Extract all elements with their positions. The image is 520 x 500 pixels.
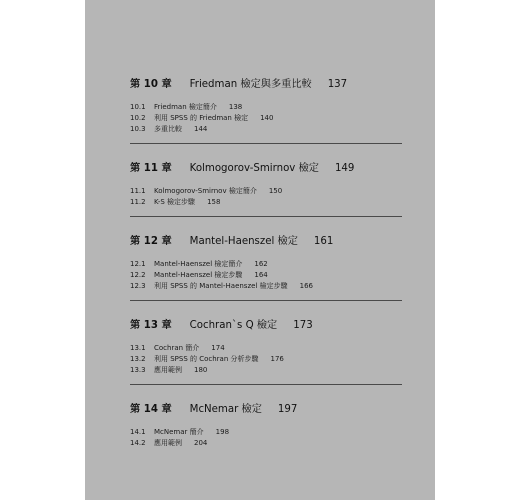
section-title: Mantel-Haenszel 檢定簡介 xyxy=(154,260,243,268)
chapter-number: 第 12 章 xyxy=(130,236,172,247)
section-page: 198 xyxy=(215,428,230,436)
section-list xyxy=(130,102,402,135)
chapter-13 xyxy=(130,319,402,385)
chapter-page: 161 xyxy=(313,236,334,247)
section-title: 應用範例 xyxy=(154,366,182,374)
chapter-title: Cochran`s Q 檢定 xyxy=(189,320,278,331)
section-list xyxy=(130,343,402,376)
chapter-12 xyxy=(130,235,402,301)
section-page: 204 xyxy=(194,439,208,447)
section-number: 14.1 xyxy=(130,428,146,436)
section-title: Kolmogorov-Smirnov 檢定簡介 xyxy=(154,187,257,195)
section-title: Friedman 檢定簡介 xyxy=(154,103,217,111)
chapter-number: 第 13 章 xyxy=(130,320,172,331)
chapter-heading xyxy=(130,319,402,333)
divider xyxy=(130,300,402,301)
section-entry xyxy=(130,427,402,438)
chapter-title: McNemar 檢定 xyxy=(189,404,262,415)
section-title: McNemar 簡介 xyxy=(154,428,204,436)
chapter-heading xyxy=(130,235,402,249)
section-number: 10.2 xyxy=(130,114,146,122)
chapter-title: Mantel-Haenszel 檢定 xyxy=(189,236,298,247)
chapter-number: 第 11 章 xyxy=(130,163,172,174)
section-title: K-S 檢定步驟 xyxy=(154,198,196,206)
section-number: 11.2 xyxy=(130,198,146,206)
section-page: 158 xyxy=(207,198,221,206)
section-entry xyxy=(130,124,402,135)
chapter-page: 197 xyxy=(277,404,298,415)
section-number: 14.2 xyxy=(130,439,146,447)
section-title: 利用 SPSS 的 Mantel-Haenszel 檢定步驟 xyxy=(154,282,288,290)
section-entry xyxy=(130,354,402,365)
section-page: 176 xyxy=(270,355,284,363)
chapter-14 xyxy=(130,403,402,449)
section-title: Cochran 簡介 xyxy=(154,344,200,352)
section-entry xyxy=(130,281,402,292)
chapter-page: 149 xyxy=(334,163,355,174)
chapter-11 xyxy=(130,162,402,217)
section-number: 13.3 xyxy=(130,366,146,374)
section-page: 180 xyxy=(194,366,208,374)
section-number: 13.2 xyxy=(130,355,146,363)
divider xyxy=(130,216,402,217)
section-number: 12.1 xyxy=(130,260,146,268)
section-page: 166 xyxy=(299,282,313,290)
section-title: 利用 SPSS 的 Cochran 分析步驟 xyxy=(154,355,259,363)
section-list xyxy=(130,186,402,208)
table-of-contents xyxy=(130,78,402,467)
section-title: 應用範例 xyxy=(154,439,182,447)
chapter-heading xyxy=(130,162,402,176)
chapter-title: Kolmogorov-Smirnov 檢定 xyxy=(189,163,319,174)
section-number: 13.1 xyxy=(130,344,146,352)
section-list xyxy=(130,427,402,449)
section-number: 10.3 xyxy=(130,125,146,133)
section-page: 140 xyxy=(260,114,274,122)
section-number: 12.3 xyxy=(130,282,146,290)
section-title: Mantel-Haenszel 檢定步驟 xyxy=(154,271,243,279)
section-number: 11.1 xyxy=(130,187,146,195)
section-entry xyxy=(130,259,402,270)
section-entry xyxy=(130,102,402,113)
section-entry xyxy=(130,343,402,354)
section-list xyxy=(130,259,402,292)
section-number: 12.2 xyxy=(130,271,146,279)
chapter-10 xyxy=(130,78,402,144)
section-entry xyxy=(130,438,402,449)
section-page: 162 xyxy=(254,260,268,268)
chapter-page: 173 xyxy=(293,320,313,331)
book-page xyxy=(85,0,435,500)
section-entry xyxy=(130,186,402,197)
divider xyxy=(130,143,402,144)
chapter-title: Friedman 檢定與多重比較 xyxy=(189,79,312,90)
chapter-page: 137 xyxy=(327,79,348,90)
section-page: 150 xyxy=(268,187,283,195)
chapter-number: 第 10 章 xyxy=(130,79,172,90)
section-entry xyxy=(130,365,402,376)
section-number: 10.1 xyxy=(130,103,146,111)
section-entry xyxy=(130,197,402,208)
chapter-heading xyxy=(130,78,402,92)
section-entry xyxy=(130,270,402,281)
section-entry xyxy=(130,113,402,124)
section-page: 164 xyxy=(254,271,268,279)
section-page: 138 xyxy=(228,103,243,111)
section-title: 多重比較 xyxy=(154,125,182,133)
section-page: 144 xyxy=(194,125,208,133)
chapter-number: 第 14 章 xyxy=(130,404,172,415)
chapter-heading xyxy=(130,403,402,417)
section-page: 174 xyxy=(211,344,225,352)
section-title: 利用 SPSS 的 Friedman 檢定 xyxy=(154,114,249,122)
divider xyxy=(130,384,402,385)
